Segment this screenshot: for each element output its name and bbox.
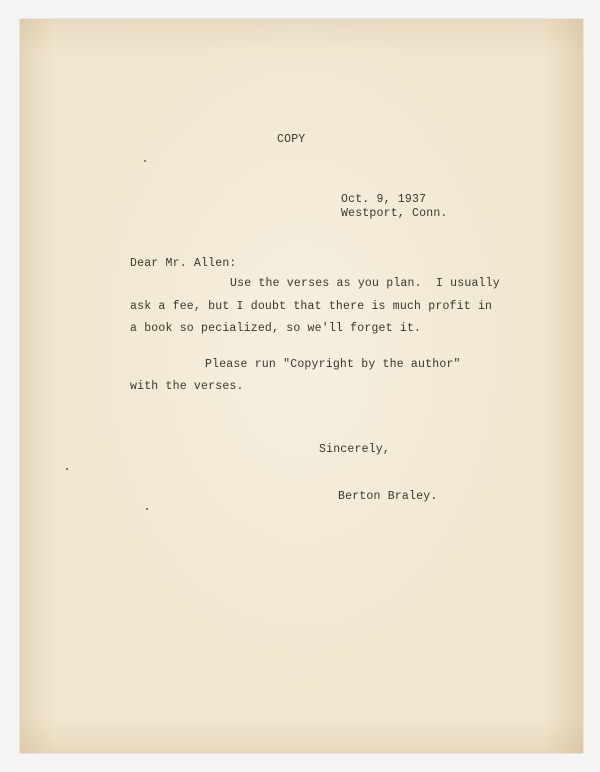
letter-place: Westport, Conn. (341, 207, 448, 220)
closing: Sincerely, (319, 443, 391, 456)
letter-page (20, 19, 583, 753)
paper-speck (66, 468, 68, 470)
paragraph1-line1: Use the verses as you plan. I usually (230, 277, 500, 290)
paper-speck (146, 508, 148, 510)
copy-header: COPY (277, 133, 306, 146)
paper-speck (144, 160, 146, 162)
paragraph2-line1: Please run "Copyright by the author" (205, 358, 461, 371)
paragraph1-line2: ask a fee, but I doubt that there is much profit in (130, 300, 493, 313)
paragraph2-line2: with the verses. (130, 380, 244, 393)
salutation: Dear Mr. Allen: (130, 257, 237, 270)
letter-date: Oct. 9, 1937 (341, 193, 427, 206)
paragraph1-line3: a book so pecialized, so we'll forget it. (130, 322, 422, 335)
signature: Berton Braley. (338, 490, 438, 503)
